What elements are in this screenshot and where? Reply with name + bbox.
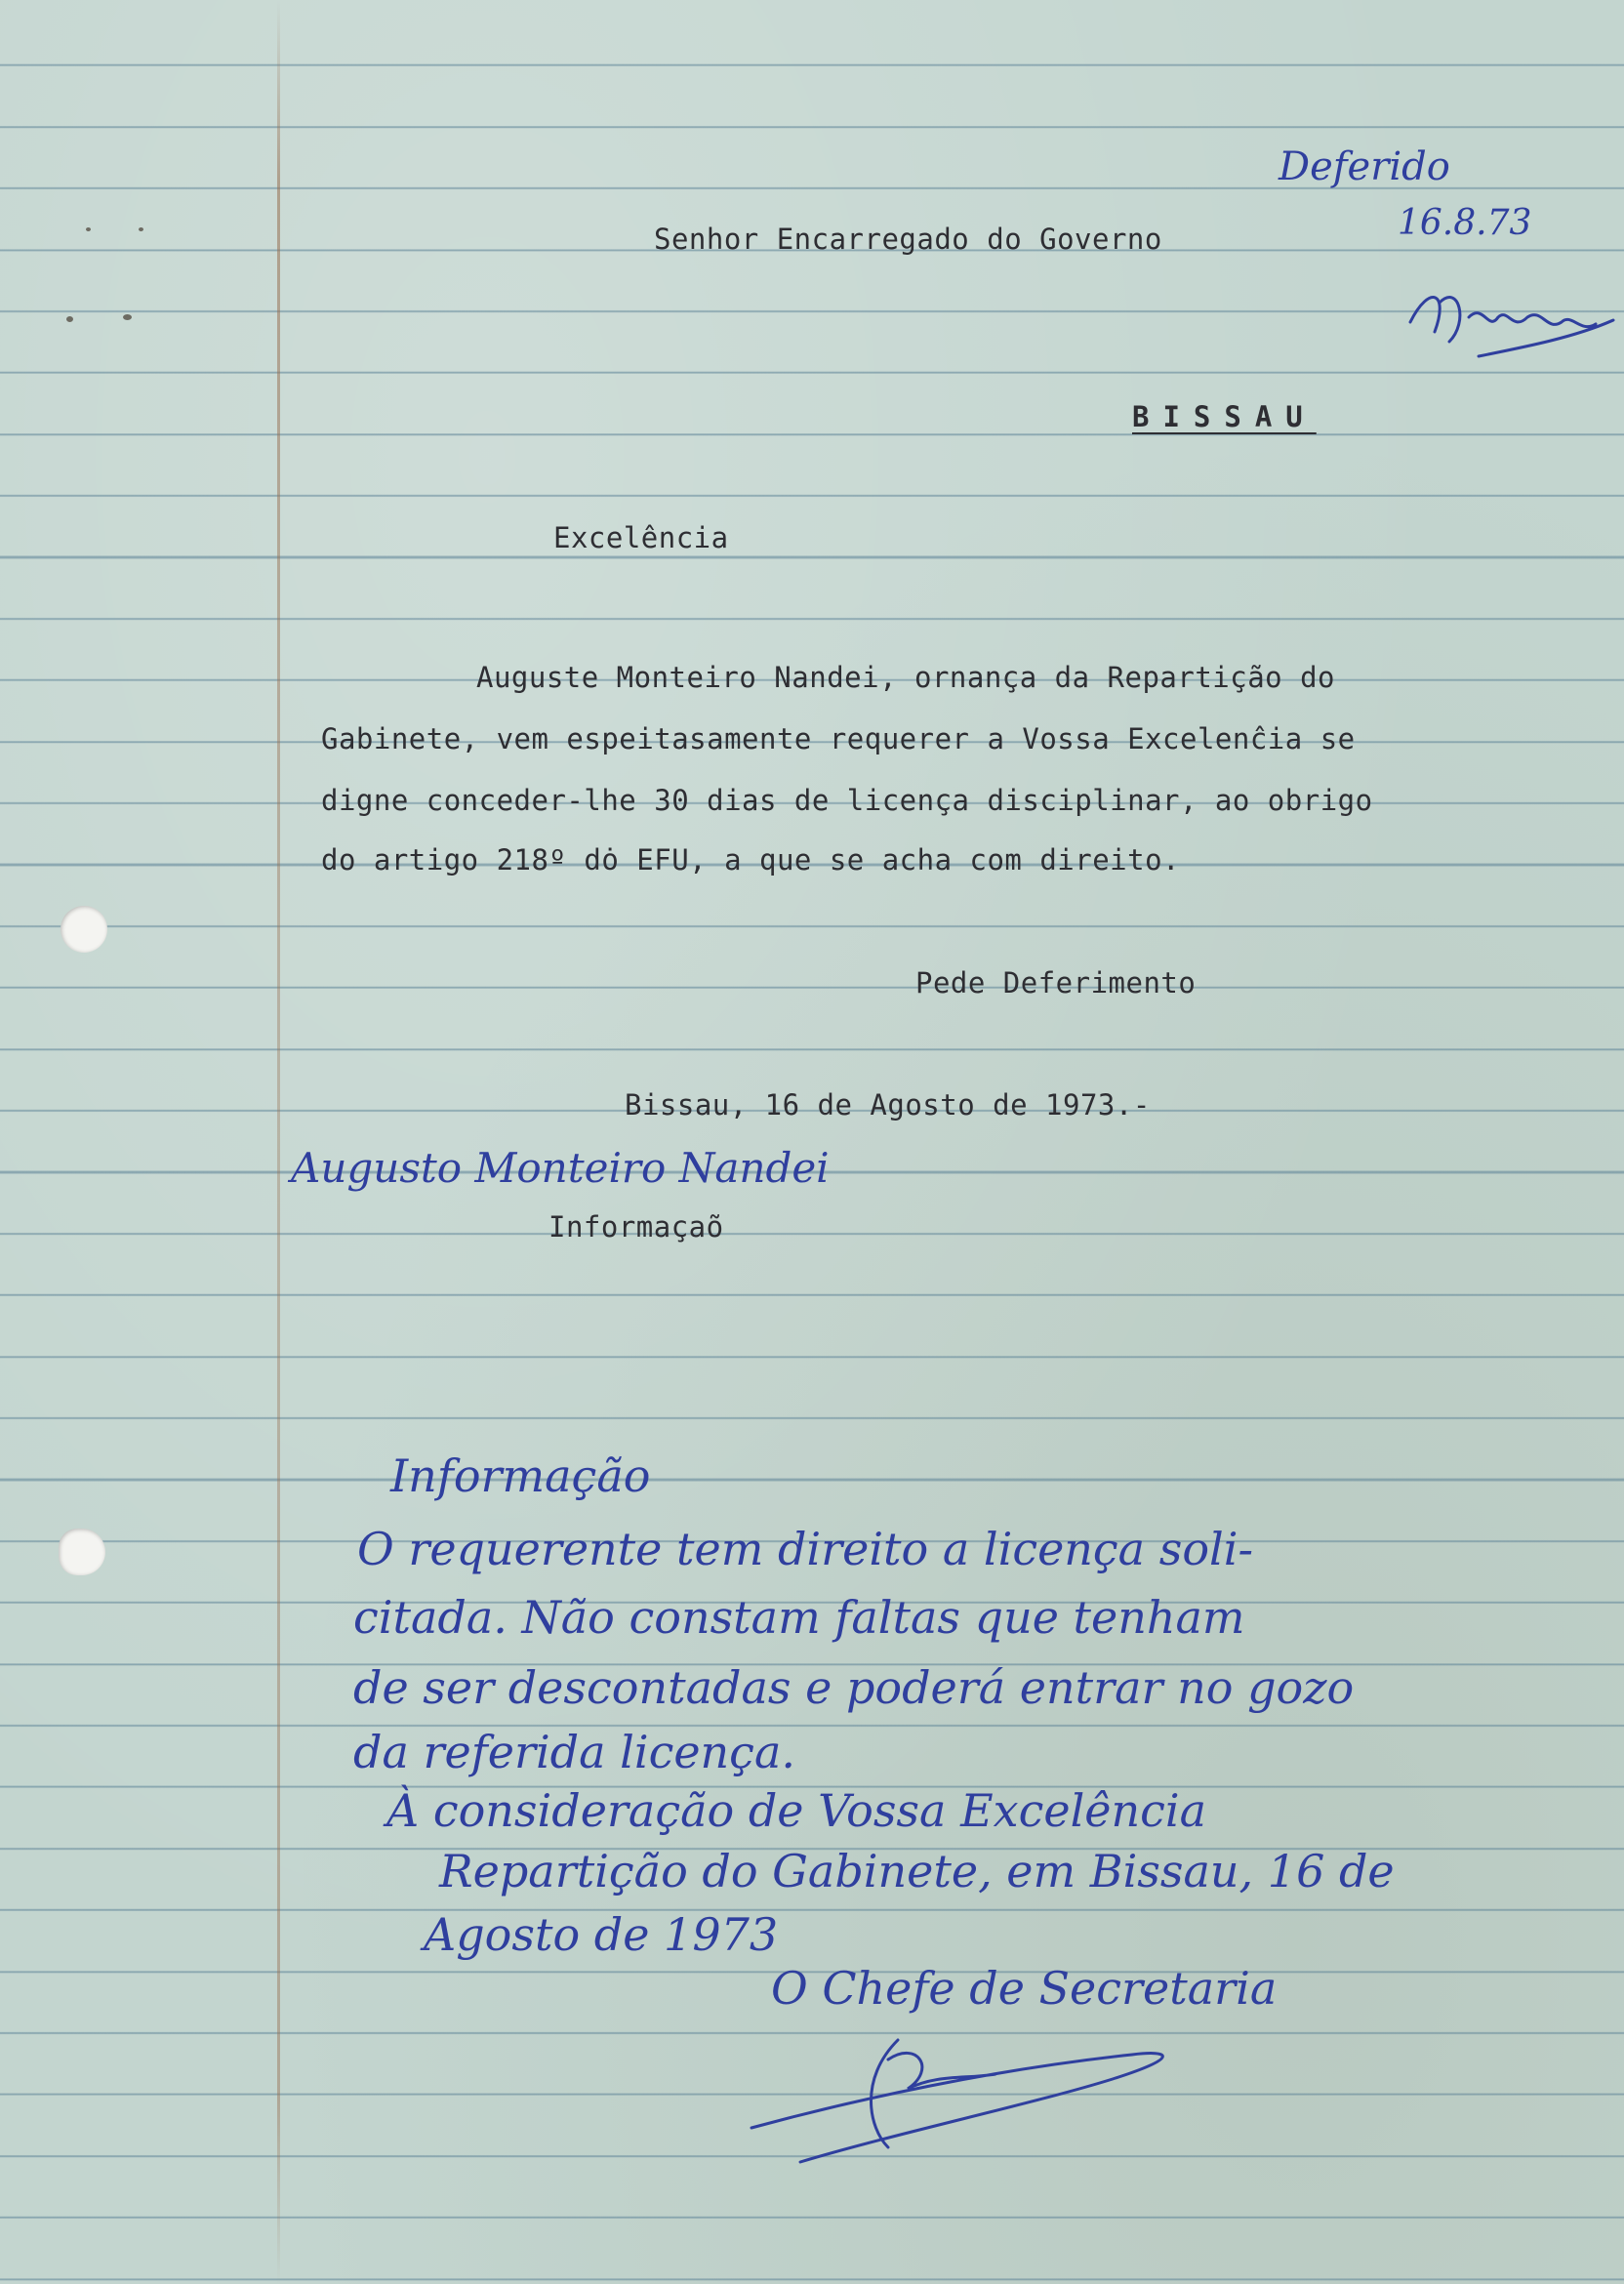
- info-note-line: Informação: [390, 1449, 651, 1502]
- secretary-signature: [742, 2020, 1191, 2167]
- ink-speck: [86, 227, 91, 231]
- addressee-line: Senhor Encarregado do Governo: [654, 223, 1162, 256]
- body-line: Gabinete, vem espeitasamente requerer a Vossa Excelenĉia se: [321, 722, 1356, 755]
- decision-date: 16.8.73: [1398, 203, 1532, 243]
- information-heading: Informaçaõ: [548, 1210, 724, 1244]
- closing-line: Pede Deferimento: [915, 966, 1197, 999]
- ink-speck: [139, 227, 143, 231]
- decision-annotation: Deferido: [1279, 144, 1450, 189]
- body-line: do artigo 218º dȯ EFU, a que se acha com direito.: [321, 843, 1181, 877]
- info-note-line: de ser descontadas e poderá entrar no gozo: [353, 1661, 1355, 1714]
- salutation: Excelência: [553, 521, 729, 554]
- ink-speck: [66, 316, 73, 322]
- info-note-line: Repartição do Gabinete, em Bissau, 16 de: [439, 1845, 1395, 1897]
- info-note-line: O Chefe de Secretaria: [771, 1962, 1278, 2015]
- info-note-line: citada. Não constam faltas que tenham: [353, 1591, 1245, 1644]
- punch-hole-top: [61, 906, 107, 953]
- punch-hole-bottom: [59, 1529, 105, 1575]
- body-line: digne conceder-lhe 30 dias de licença disciplinar, ao obrigo: [321, 784, 1373, 817]
- body-line: Auguste Monteiro Nandei, ornança da Repartição do: [476, 661, 1336, 694]
- margin-line: [277, 0, 280, 2284]
- info-note-line: O requerente tem direito a licença soli-: [357, 1523, 1254, 1575]
- director-signature: [1391, 264, 1624, 371]
- city-heading: BISSAU: [1132, 400, 1317, 433]
- place-date-line: Bissau, 16 de Agosto de 1973.-: [625, 1088, 1151, 1122]
- info-note-line: À consideração de Vossa Excelência: [386, 1784, 1207, 1837]
- info-note-line: da referida licença.: [353, 1726, 795, 1778]
- ink-speck: [123, 314, 132, 320]
- applicant-signature: Augusto Monteiro Nandei: [291, 1144, 830, 1192]
- info-note-line: Agosto de 1973: [424, 1908, 779, 1961]
